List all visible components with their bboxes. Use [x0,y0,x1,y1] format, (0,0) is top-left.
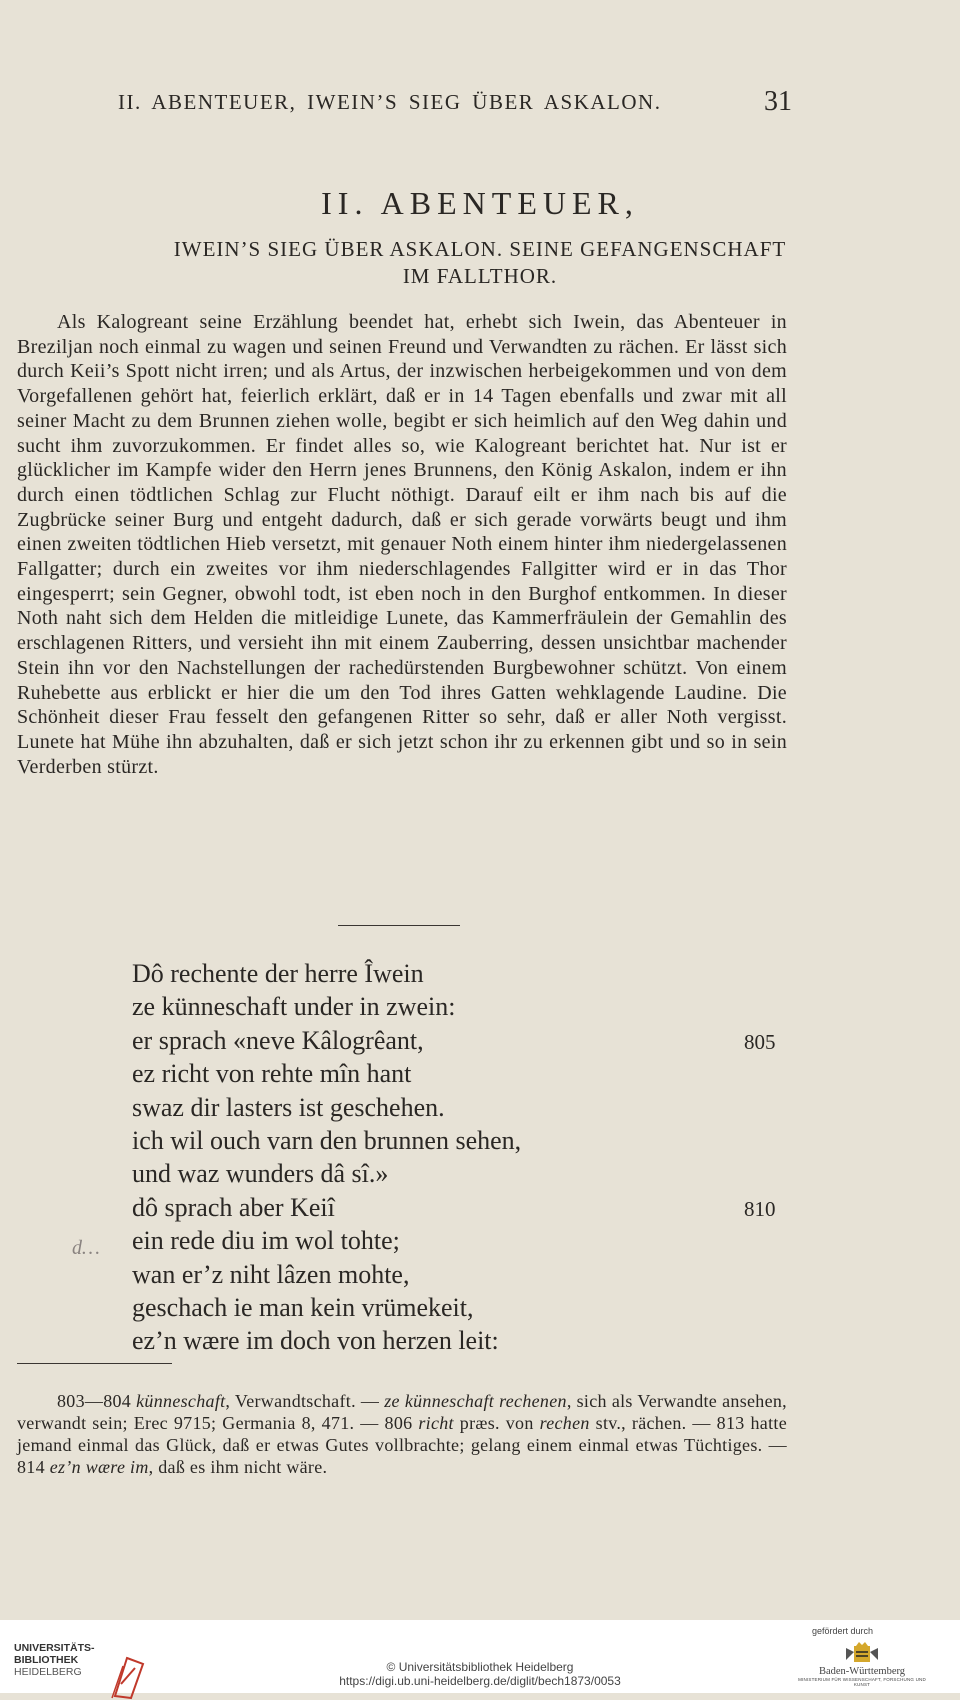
footnote-text [17,1390,787,1478]
verse-text: ze künneschaft under in zwein: [132,992,456,1022]
footnote-gloss: , daß es ihm nicht wäre. [148,1457,328,1477]
chapter-subtitle-line2: IM FALLTHOR. [402,264,558,288]
sponsor-ministry: MINISTERIUM FÜR WISSENSCHAFT, FORSCHUNG UND KUNST [798,1677,926,1687]
verse-line [132,1324,782,1357]
footnote-term: rechen [539,1413,590,1433]
chapter-subtitle-line1: IWEIN’S SIEG ÜBER ASKALON. SEINE GEFANGENSCHAFT [173,237,787,261]
verse-line [132,1091,782,1124]
page-number: 31 [764,86,792,117]
verse-line [132,1258,782,1291]
permalink[interactable]: https://digi.ub.uni-heidelberg.de/diglit/bech1873/0053 [339,1674,621,1688]
verse-text: ich wil ouch varn den brunnen sehen, [132,1125,522,1155]
chapter-title: II. ABENTEUER, [321,185,639,221]
verse-line [132,957,782,990]
handwritten-margin-note: d… [72,1237,100,1259]
sponsor-state: Baden-Württemberg [818,1666,906,1677]
footnote-gloss: , Verwandtschaft. — [225,1391,385,1411]
library-name-line1: UNIVERSITÄTS- [14,1642,95,1654]
verse-text: Dô rechente der herre Îwein [132,959,424,988]
sponsor-label: gefördert durch [812,1626,874,1636]
verse-line [132,1024,782,1057]
footnote-gloss: , sich als Verwandte ansehen, verwandt sein; Erec 9715; Germania 8, 471. — 806 [17,1391,787,1433]
footnotes [17,1390,787,1478]
copyright-text: © Universitätsbibliothek Heidelberg [386,1660,574,1674]
verse-text: wan er’z niht lâzen mohte, [132,1259,410,1289]
sponsor-block [792,1626,932,1687]
state-crest-icon [842,1642,882,1664]
verse-text: geschach ie man kein vrümekeit, [132,1292,474,1322]
library-name-line3: HEIDELBERG [14,1666,82,1678]
verse-text: swaz dir lasters ist geschehen. [132,1092,445,1122]
verse-line [132,1057,782,1090]
running-head: II. ABENTEUER, IWEIN’S SIEG ÜBER ASKALON. [118,90,662,114]
section-divider [338,925,460,926]
verse-line [132,990,782,1023]
verse-line [132,1224,782,1257]
verse-text: er sprach «neve Kâlogrêant, [132,1025,424,1055]
library-name-line2: BIBLIOTHEK [14,1654,79,1666]
verse-text: ez’n wære im doch von herzen leit: [132,1326,499,1356]
verse-line [132,1191,782,1224]
summary-paragraph [17,310,787,779]
footnote-divider [17,1363,172,1364]
verse-line [132,1124,782,1157]
summary-text: Als Kalogreant seine Erzählung beendet hat, erhebt sich Iwein, das Abenteuer in Breziljan noch einmal zu wagen und seinen Freund und Verwandten zu rächen. Er lässt sich durch Keii’s Spott nicht irren; und als Artus, der inzwischen herbeigekommen und von dem Vorgefallenen gehört hat, feierlich erklärt, daß er in 14 Tagen ebenfalls und zwar mit all seiner Macht zu dem Brunnen ziehen wolle, begibt er sich heimlich auf den Weg dahin und sucht ihm zuvorzukommen. Er findet alles so, wie Kalogreant berichtet hat. Nur ist er glücklicher im Kampfe wider den Herrn jenes Brunnens, den König Askalon, indem er ihn durch einen tödtlichen Schlag zur Flucht nöthigt. Darauf eilt er ihm nach bis auf die Zugbrücke seiner Burg und entgeht dadurch, daß er sich gerade vorwärts beugt und ihm einen zweiten tödtlichen Hieb versetzt, mit genauer Noth einem hinter ihm niedergelassenen Fallgatter; durch ein zweites vor ihm niederschlagendes Fallgitter wird er in das Thor eingesperrt; sein Gegner, obwohl todt, ist eben noch in den Burghof entkommen. In dieser Noth naht sich dem Helden die mitleidige Lunete, das Kammerfräulein der Gemahlin des erschlagenen Ritters, und versieht ihn mit einem Zauberring, dessen unsichtbar machender Stein ihn vor den Nachstellungen der rachedürstenden Burgbewohner schützt. Von einem Ruhebette aus erblickt er hier die um den Tod ihres Gatten wehklagende Laudine. Die Schönheit dieser Frau fesselt den gefangenen Ritter so sehr, daß er aller Noth vergisst. Lunete hat Mühe ihn abzuhalten, daß er sich jetzt schon ihr zu erkennen gibt und so in sein Verderben stürzt. [17,311,787,778]
verse-text: dô sprach aber Keiî [132,1192,335,1222]
footnote-term: künneschaft [136,1391,226,1411]
verse-line [132,1157,782,1190]
footnote-term: ze künneschaft rechenen [384,1391,567,1411]
verse-number: 805 [744,1029,776,1054]
verse-line [132,1291,782,1324]
viewer-footer [0,1620,960,1693]
verse-number: 810 [744,1196,776,1221]
verse-text: und waz wunders dâ sî.» [132,1159,389,1189]
chapter-subtitle [30,236,930,290]
footnote-gloss: stv., rächen. — 813 hatte jemand einmal das Glück, daß er etwas Gutes vollbrachte; gelang einem einmal etwas Tüchtiges. — 814 [17,1413,787,1477]
footnote-gloss: præs. von [453,1413,540,1433]
verse-text: ein rede diu im wol tohte; [132,1226,400,1256]
footnote-term: richt [418,1413,454,1433]
footnote-ref: 803—804 [57,1391,132,1411]
footnote-term: ez’n wære im [49,1457,149,1477]
verse-block [132,957,782,1358]
verse-text: ez richt von rehte mîn hant [132,1059,412,1089]
